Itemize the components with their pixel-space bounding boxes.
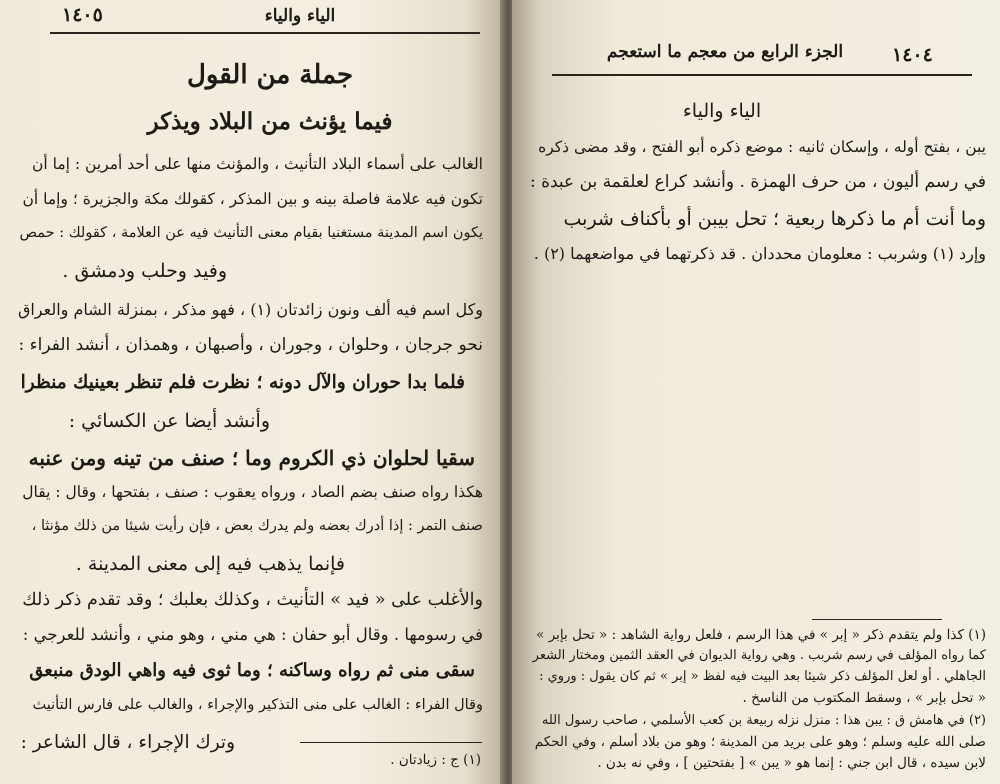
text-line: صنف التمر : إذا أدرك بعضه ولم يدرك بعض ، فإن رأيت شيئا من ذلك مؤنثا ، bbox=[31, 518, 483, 534]
text-line: يبن ، بفتح أوله ، وإسكان ثانيه : موضع ذكره أبو الفتح ، وقد مضى ذكره bbox=[538, 138, 986, 156]
footnote-rule bbox=[812, 619, 942, 620]
verse-line: وما أنت أم ما ذكرها ربعية ؛ تحل بيبن أو بأكناف شربب bbox=[563, 208, 986, 230]
right-page bbox=[512, 0, 1000, 784]
footnote: (١) كذا ولم يتقدم ذكر « إبر » في هذا الرسم ، فلعل رواية الشاهد : « تحل بإبر » bbox=[536, 627, 986, 643]
running-head: الياء والياء bbox=[264, 6, 336, 26]
page-number: ١٤٠٥ bbox=[62, 4, 103, 26]
footnote: الجاهلي . أو لعل المؤلف ذكر شيئا بعد البيت فيه لفظ « إبر » ثم كان يقول : وروي : bbox=[539, 669, 986, 684]
text-line: تكون فيه علامة فاصلة بينه و بين المذكر ، كقولك مكة والجزيرة ؛ وإما أن bbox=[22, 190, 483, 208]
text-line: نحو جرجان ، وحلوان ، وجوران ، وأصبهان ، وهمذان ، أنشد الفراء : bbox=[18, 335, 483, 355]
page-number: ١٤٠٤ bbox=[892, 44, 933, 66]
text-line: هكذا رواه صنف بضم الصاد ، ورواه يعقوب : صنف ، بفتحها ، وقال : يقال bbox=[22, 483, 483, 501]
text-line: وقال الفراء : الغالب على منى التذكير والإجراء ، والغالب على فارس التأنيث bbox=[32, 697, 483, 713]
text-line: وإرد (١) وشربب : معلومان محددان . قد ذكرتهما في مواضعهما (٢) . bbox=[533, 244, 986, 263]
header-rule bbox=[552, 74, 972, 76]
text-line: وفيد وحلب ودمشق . bbox=[62, 260, 227, 282]
text-line: فإنما يذهب فيه إلى معنى المدينة . bbox=[75, 553, 345, 575]
footnote-rule bbox=[300, 742, 482, 743]
running-head: الجزء الرابع من معجم ما استعجم bbox=[606, 42, 844, 62]
footnote: « تحل بإبر » ، وسقط المكتوب من الناسخ . bbox=[742, 690, 986, 706]
section-title: جملة من القول bbox=[186, 60, 354, 90]
text-line: وكل اسم فيه ألف ونون زائدتان (١) ، فهو مذكر ، بمنزلة الشام والعراق bbox=[17, 300, 483, 319]
text-line: وترك الإجراء ، قال الشاعر : bbox=[20, 732, 235, 753]
text-line: وأنشد أيضا عن الكسائي : bbox=[68, 410, 270, 432]
text-line: الغالب على أسماء البلاد التأنيث ، والمؤنث منها على أحد أمرين : إما أن bbox=[32, 155, 483, 173]
footnote: كما رواه المؤلف في رسم شربب . وهي رواية الديوان في العقد الثمين ومختار الشعر bbox=[532, 648, 986, 663]
section-title: الياء والياء bbox=[682, 100, 762, 122]
verse-line: سقيا لحلوان ذي الكروم وما ؛ صنف من تينه ومن عنبه bbox=[28, 446, 475, 470]
text-line: في رسومها . وقال أبو حفان : هي مني ، وهو مني ، وأنشد للعرجي : bbox=[22, 625, 483, 644]
footnote: لابن سيده ، قال ابن جني : إنما هو « يبن » [ بفتحتين ] ، وفي نه بدن . bbox=[597, 755, 986, 771]
verse-line: سقى منى ثم رواه وساكنه ؛ وما ثوى فيه واهي الودق منبعق bbox=[29, 660, 475, 681]
footnote: صلى الله عليه وسلم ؛ وهو على بريد من المدينة ؛ وهو من بلاد أسلم ، وفي الحكم bbox=[534, 734, 986, 750]
verse-line: فلما بدا حوران والآل دونه ؛ نظرت فلم تنظر بعينيك منظرا bbox=[20, 372, 465, 393]
header-rule bbox=[50, 32, 480, 34]
footnote: (١) ج : زيادتان . bbox=[390, 752, 481, 768]
footnote: (٢) في هامش ق : يبن هذا : منزل نزله ربيعة بن كعب الأسلمي ، صاحب رسول الله bbox=[541, 713, 986, 728]
text-line: يكون اسم المدينة مستغنيا بقيام معنى التأنيث فيه عن العلامة ، كقولك : حمص bbox=[19, 225, 483, 241]
section-subtitle: فيما يؤنث من البلاد ويذكر bbox=[147, 108, 393, 135]
text-line: والأغلب على « فيد » التأنيث ، وكذلك بعلبك ؛ وقد تقدم ذكر ذلك bbox=[22, 590, 483, 610]
text-line: في رسم أليون ، من حرف الهمزة . وأنشد كراع لعلقمة بن عبدة : bbox=[529, 172, 986, 192]
